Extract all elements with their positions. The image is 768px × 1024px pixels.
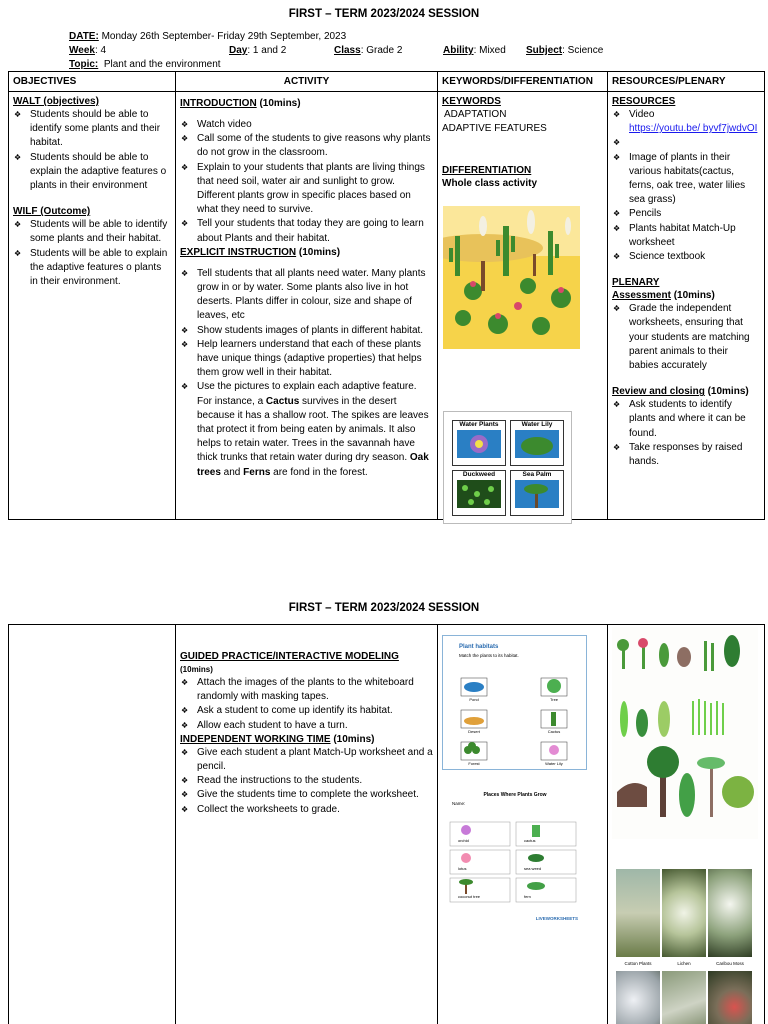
plenary-heading: PLENARY [612, 277, 660, 289]
sea-palm-card: Sea Palm [510, 470, 564, 516]
activity-cell-2: GUIDED PRACTICE/INTERACTIVE MODELING (10mins) ❖ Attach the images of the plants to the whiteboard randomly with masking tapes. ❖ Ask a student to come up identify its habitat. ❖ Allow each student to have a turn. INDEPENDENT WORKING TIME (10mins) ❖ Give each student a plant Match-Up worksheet and a pencil. ❖ Read the instructions to the students. ❖ Give the students time to complete the worksheet. ❖ Collect the worksheets to grade. [176, 625, 438, 1024]
wilf-list [13, 218, 171, 289]
differentiation-value: Whole class activity [442, 178, 538, 189]
lichen-photo [662, 869, 706, 957]
video-link[interactable]: https://youtu.be/ byvf7jwdvOI [629, 123, 758, 135]
objectives-cell [9, 92, 176, 520]
resources-cell: RESOURCES ❖ Video https://youtu.be/ byvf7jwdvOI ❖ ❖ Image of plants in their various habitats(cactus, ferns, oak tree, water lilies sea grass) ❖ Pencils ❖ Plants habitat Match-Up worksheet ❖ Science textbook PLENARY Assessment (10mins) ❖ Grade the independent worksheets, ensuring that your students are matching parent animals to their babies accurately Review and closing (10mins) ❖ Ask students to identify plants and where it can be found. ❖ Take responses by raised hands. [608, 92, 765, 520]
introduction-list [180, 118, 433, 246]
plant-photo [616, 971, 660, 1024]
walt-list [13, 108, 171, 193]
list-item: ❖ Students should be able to identify some plants and their habitat. [13, 108, 171, 151]
desert-plants-image [443, 206, 580, 349]
water-plants-card: Water Plants [452, 420, 506, 466]
activity-cell: INTRODUCTION (10mins) ❖ Watch video ❖ Call some of the students to give reasons why plants do not grow in the classroom. ❖ Explain to your students that plants are living things that need soil, water air and sunlight to grow. Different plants grow in specific places based on what they need to survive. ❖ Tell your students that today they are going to learn about Plants and their habitat. EXPLICIT INSTRUCTION (10mins) ❖ Tell students that all plants need water. Many plants grow in or by water. Some plants also live in hot deserts. Plants differ in colour, size and shape of leaves, etc ❖ Show students images of plants in different habitat. ❖ Help learners understand that each of these plants have unique things (adaptive properties) that helps them grow well in their habitat. ❖ Use the pictures to explain each adaptive feature. For instance, a Cactus survives in the desert because it has a shallow root. The spikes are leaves that protect it from being eaten by animals. It also helps to retain water. Trees in the savannah have thick trunks that retain water during dry season. Oak trees and Ferns are fond in the forest. [176, 92, 438, 520]
list-item: ❖ Students should be able to explain the adaptive features o plants in their environment [13, 151, 171, 194]
lesson-subject: Subject: Science [526, 45, 604, 56]
walt-heading: WALT (objectives) [13, 96, 99, 107]
habitat-match-illustration [443, 666, 587, 766]
cotton-plants-photo [616, 869, 660, 957]
resources-cell-2 [608, 625, 765, 1024]
list-item: ❖ Attach the images of the plants to the whiteboard randomly with masking tapes. [180, 676, 433, 704]
list-item: ❖ Show students images of plants in different habitat. [180, 324, 433, 338]
keywords-cell-2 [438, 625, 608, 1024]
activity-header: ACTIVITY [176, 72, 438, 92]
list-item: ❖ Ask a student to come up identify its habitat. [180, 704, 433, 718]
objectives-cell-2 [9, 625, 176, 1024]
cotton-plants-label: Cotton Plants [624, 961, 652, 966]
list-item: ❖ Pencils [612, 207, 760, 221]
keyword-item: ADAPTIVE FEATURES [442, 123, 547, 134]
list-item: ❖ Students will be able to identify some plants and their habitat. [13, 218, 171, 246]
places-where-plants-grow-worksheet: Places Where Plants Grow Name: orchid cactus lotus sea weed coconut tree fern LIVEWORKSHEETS [446, 790, 584, 925]
water-plants-image [443, 411, 572, 524]
list-item: ❖ Image of plants in their various habitats(cactus, ferns, oak tree, water lilies sea grass) [612, 151, 760, 208]
lesson-plan-table [8, 71, 765, 520]
list-item: ❖ Plants habitat Match-Up worksheet [612, 222, 760, 250]
explicit-instruction-list [180, 267, 433, 480]
plants-grow-illustration [446, 812, 584, 907]
tundra-plants-photos [616, 869, 752, 957]
more-plants-photos [616, 971, 752, 1024]
keywords-header: KEYWORDS/DIFFERENTIATION [438, 72, 608, 92]
lesson-week: Week: 4 [69, 45, 107, 56]
review-list [612, 398, 760, 469]
list-item: ❖ Take responses by raised hands. [612, 441, 760, 469]
caribou-moss-label: Caribou Moss [716, 961, 744, 966]
resources-list [612, 108, 760, 264]
list-item: ❖ Tell students that all plants need water. Many plants grow in or by water. Some plants also live in hot deserts. Plants differ in colour, size and shape of leaves, etc [180, 267, 433, 324]
list-item: ❖ Read the instructions to the students. [180, 774, 433, 788]
list-item: ❖ Tell your students that today they are going to learn about Plants and their habitat. [180, 217, 433, 245]
keywords-cell [438, 92, 608, 520]
list-item: ❖ Call some of the students to give reasons why plants do not grow in the classroom. [180, 132, 433, 160]
plant-photo [662, 971, 706, 1024]
list-item: ❖ Explain to your students that plants are living things that need soil, water air and sunlight to grow. Different plants grow in specific places based on what they need to survive. [180, 161, 433, 218]
list-item: ❖ Video https://youtu.be/ byvf7jwdvOI [612, 108, 760, 136]
list-item: ❖ Give each student a plant Match-Up worksheet and a pencil. [180, 746, 433, 774]
review-heading: Review and closing [612, 386, 705, 398]
differentiation-heading: DIFFERENTIATION [442, 165, 532, 176]
lesson-day: Day: 1 and 2 [229, 45, 287, 56]
guided-practice-list [180, 676, 433, 733]
page-title: FIRST – TERM 2023/2024 SESSION [288, 8, 480, 20]
plant-photo [708, 971, 752, 1024]
list-item [612, 136, 760, 150]
list-item: ❖ Help learners understand that each of these plants have unique things (adaptive properties) that helps them grow well in their habitat. [180, 338, 433, 381]
plant-types-illustration [612, 627, 758, 839]
lesson-plan-table-2 [8, 624, 765, 1024]
resources-header: RESOURCES/PLENARY [608, 72, 765, 92]
lesson-class: Class: Grade 2 [334, 45, 403, 56]
list-item: ❖ Students will be able to explain the adaptive features o plants in their environment. [13, 247, 171, 290]
list-item: ❖ Watch video [180, 118, 433, 132]
objectives-header: OBJECTIVES [9, 72, 176, 92]
page-title-2: FIRST – TERM 2023/2024 SESSION [288, 602, 480, 614]
list-item: ❖ Science textbook [612, 250, 760, 264]
wilf-heading: WILF (Outcome) [13, 206, 91, 218]
duckweed-card: Duckweed [452, 470, 506, 516]
resources-heading: RESOURCES [612, 96, 676, 107]
keyword-item: ADAPTATION [444, 109, 507, 120]
keywords-heading: KEYWORDS [442, 96, 501, 107]
list-item: ❖ Ask students to identify plants and where it can be found. [612, 398, 760, 441]
lesson-ability: Ability: Mixed [443, 45, 506, 56]
guided-practice-heading: GUIDED PRACTICE/INTERACTIVE MODELING [180, 651, 399, 662]
water-lily-card: Water Lily [510, 420, 564, 466]
plant-types-collage [612, 627, 758, 839]
introduction-heading: INTRODUCTION [180, 98, 257, 109]
independent-working-heading: INDEPENDENT WORKING TIME [180, 733, 331, 745]
list-item: ❖ Grade the independent worksheets, ensuring that your students are matching parent animals to their babies accurately [612, 302, 760, 373]
list-item: ❖ Use the pictures to explain each adaptive feature. For instance, a Cactus survives in the desert because it has a shallow root. The spikes are leaves that protect it from being eaten by animals. It also helps to retain water. Trees in the savannah have thick trunks that retain water during dry season. Oak trees and Ferns are fond in the forest. [180, 380, 433, 479]
lichen-label: Lichen [677, 961, 691, 966]
explicit-instruction-heading: EXPLICIT INSTRUCTION [180, 246, 297, 258]
independent-working-list [180, 746, 433, 817]
plant-habitats-worksheet: Plant habitats Match the plants to its habitat. Pond Desert Forest Tree Cactus Water Lily [442, 635, 587, 770]
list-item: ❖ Allow each student to have a turn. [180, 719, 433, 733]
caribou-moss-photo [708, 869, 752, 957]
list-item: ❖ Give the students time to complete the worksheet. [180, 788, 433, 802]
assessment-heading: Assessment [612, 290, 671, 302]
lesson-date: DATE: Monday 26th September- Friday 29th September, 2023 [69, 31, 347, 42]
desert-plants-illustration [443, 206, 580, 349]
lesson-topic: Topic: Plant and the environment [69, 59, 221, 70]
assessment-list [612, 302, 760, 373]
list-item: ❖ Collect the worksheets to grade. [180, 803, 433, 817]
